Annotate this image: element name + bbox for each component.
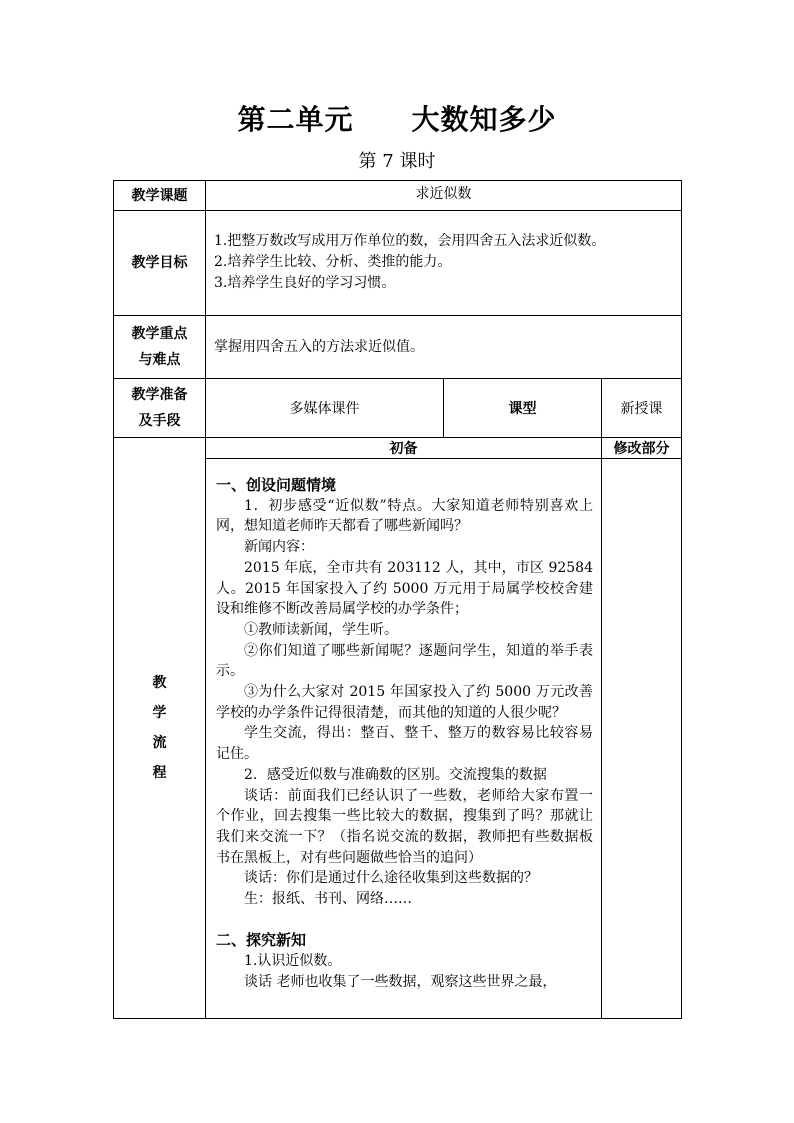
goal-item: 1.把整万数改写成用万作单位的数，会用四舍五入法求近似数。: [214, 233, 606, 249]
goals-label: 教学目标: [114, 211, 206, 316]
prep-row: [114, 379, 682, 438]
revise-area: [602, 459, 682, 1019]
type-value: 新授课: [602, 379, 682, 438]
flow-label: 教 学 流 程: [114, 438, 206, 1019]
revise-header: 修改部分: [602, 438, 682, 459]
topic-value: 求近似数: [206, 181, 682, 211]
paragraph: ③为什么大家对 2015 年国家投入了约 5000 万元改善学校的办学条件记得很清楚，而其他的知道的人很少呢？: [216, 684, 593, 721]
key-row: [114, 316, 682, 379]
goals-list: [206, 211, 682, 316]
paragraph: ①教师读新闻，学生听。: [244, 621, 398, 638]
type-label: 课型: [444, 379, 602, 438]
key-value: 掌握用四舍五入的方法求近似值。: [206, 316, 682, 379]
paragraph: ②你们知道了哪些新闻呢？逐题问学生，知道的举手表示。: [216, 642, 593, 680]
paragraph: 谈话：前面我们已经认识了一些数，老师给大家布置一个作业，回去搜集一些比较大的数据，搜集到了吗？那就让我们来交流一下？（指名说交流的数据，教师把有些数据板书在黑板上，对有些问题做些恰当的追问）: [216, 787, 593, 866]
lesson-flow-content: [206, 459, 602, 1019]
page-title: 第二单元 大数知多少: [237, 103, 557, 136]
topic-label: 教学课题: [114, 181, 206, 211]
paragraph: 谈话：你们是通过什么途径收集到这些数据的？: [244, 870, 538, 887]
goals-row: [114, 211, 682, 316]
lesson-plan-table: [113, 180, 682, 1019]
paragraph: 1.认识近似数。: [244, 953, 342, 970]
paragraph: 2．感受近似数与准确数的区别。交流搜集的数据: [244, 766, 547, 783]
key-label: [114, 316, 206, 379]
paragraph: 2015 年底，全市共有 203112 人，其中，市区 92584 人。2015 年国家投入了约 5000 万元用于局属学校校舍建设和维修不断改善局属学校的办学条件；: [216, 559, 593, 618]
lesson-number: 第 7 课时: [358, 151, 436, 172]
draft-header: 初备: [206, 438, 602, 459]
paragraph: 新闻内容：: [244, 539, 314, 556]
key-label-line2: 与难点: [138, 352, 181, 368]
goal-item: 2.培养学生比较、分析、类推的能力。: [214, 254, 452, 270]
key-label-line1: 教学重点: [131, 326, 188, 342]
paragraph: 谈话 老师也收集了一些数据，观察这些世界之最，: [244, 973, 557, 990]
paragraph: 生：报纸、书刊、网络……: [244, 891, 412, 908]
section-heading: 一、创设问题情境: [216, 476, 337, 494]
prep-label-line2: 及手段: [138, 413, 181, 429]
flow-header-row: [114, 438, 682, 459]
spacer: [216, 910, 593, 931]
prep-value: 多媒体课件: [206, 379, 444, 438]
paragraph: 学生交流，得出：整百、整千、整万的数容易比较容易记住。: [216, 725, 593, 763]
prep-label: [114, 379, 206, 438]
prep-label-line1: 教学准备: [131, 387, 188, 403]
section-heading: 二、探究新知: [216, 931, 307, 950]
topic-row: [114, 181, 682, 211]
goal-item: 3.培养学生良好的学习习惯。: [214, 275, 396, 291]
paragraph: 1．初步感受“近似数”特点。大家知道老师特别喜欢上网，想知道老师昨天都看了哪些新闻吗？: [216, 497, 593, 535]
